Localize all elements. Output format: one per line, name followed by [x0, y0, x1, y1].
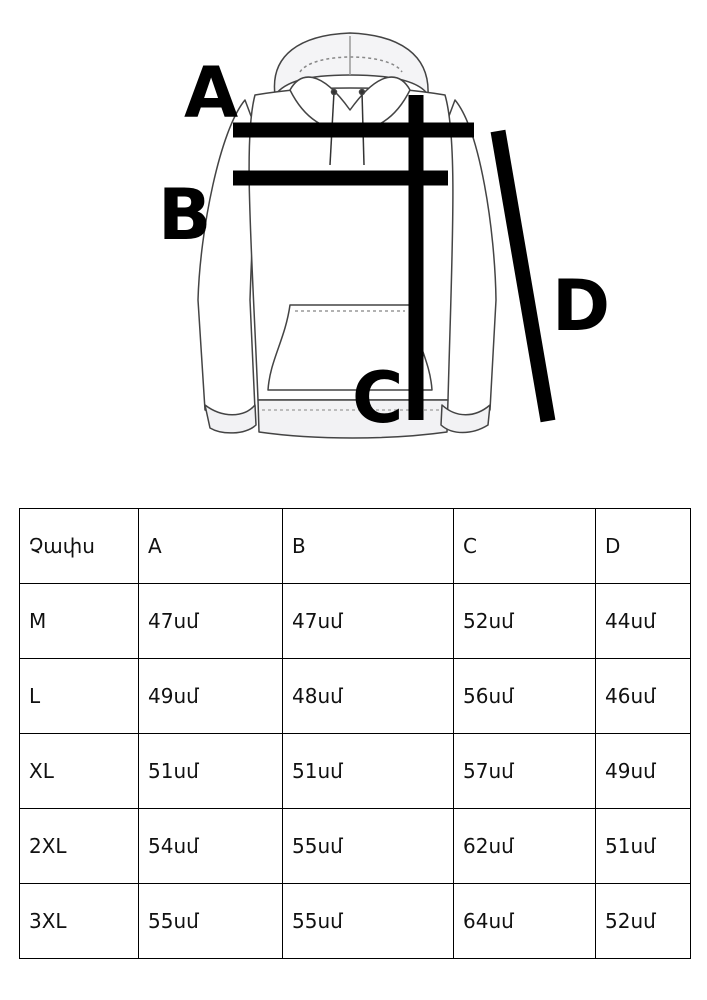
measure-cell-d: 46սմ: [596, 659, 691, 734]
measure-cell-c: 57սմ: [454, 734, 596, 809]
measure-cell-a: 49սմ: [139, 659, 283, 734]
label-a: A: [184, 52, 239, 134]
table-row: [20, 659, 691, 734]
label-d: D: [552, 265, 611, 347]
label-c: C: [352, 357, 404, 439]
measure-cell-b: 55սմ: [283, 884, 454, 959]
measure-cell-c: 56սմ: [454, 659, 596, 734]
header-d: D: [596, 509, 691, 584]
table-header-row: [20, 509, 691, 584]
measure-cell-c: 64սմ: [454, 884, 596, 959]
header-a: A: [139, 509, 283, 584]
label-b: B: [158, 174, 212, 256]
measure-cell-d: 52սմ: [596, 884, 691, 959]
table-row: [20, 884, 691, 959]
header-size: Չափս: [20, 509, 139, 584]
header-b: B: [283, 509, 454, 584]
measure-cell-a: 51սմ: [139, 734, 283, 809]
measure-cell-b: 51սմ: [283, 734, 454, 809]
measure-cell-d: 49սմ: [596, 734, 691, 809]
measure-cell-c: 62սմ: [454, 809, 596, 884]
measure-cell-c: 52սմ: [454, 584, 596, 659]
size-cell: 3XL: [20, 884, 139, 959]
hoodie-illustration: [198, 33, 496, 438]
size-chart-table: [19, 508, 691, 959]
measure-line-d: [498, 131, 548, 421]
size-cell: 2XL: [20, 809, 139, 884]
measure-cell-a: 47սմ: [139, 584, 283, 659]
measure-cell-d: 51սմ: [596, 809, 691, 884]
table-row: [20, 734, 691, 809]
table-row: [20, 809, 691, 884]
hoodie-size-diagram: [0, 0, 707, 470]
header-c: C: [454, 509, 596, 584]
measure-cell-b: 55սմ: [283, 809, 454, 884]
measure-cell-b: 48սմ: [283, 659, 454, 734]
measure-cell-d: 44սմ: [596, 584, 691, 659]
size-cell: XL: [20, 734, 139, 809]
size-cell: L: [20, 659, 139, 734]
measure-cell-a: 55սմ: [139, 884, 283, 959]
measure-cell-a: 54սմ: [139, 809, 283, 884]
size-cell: M: [20, 584, 139, 659]
measure-cell-b: 47սմ: [283, 584, 454, 659]
table-row: [20, 584, 691, 659]
